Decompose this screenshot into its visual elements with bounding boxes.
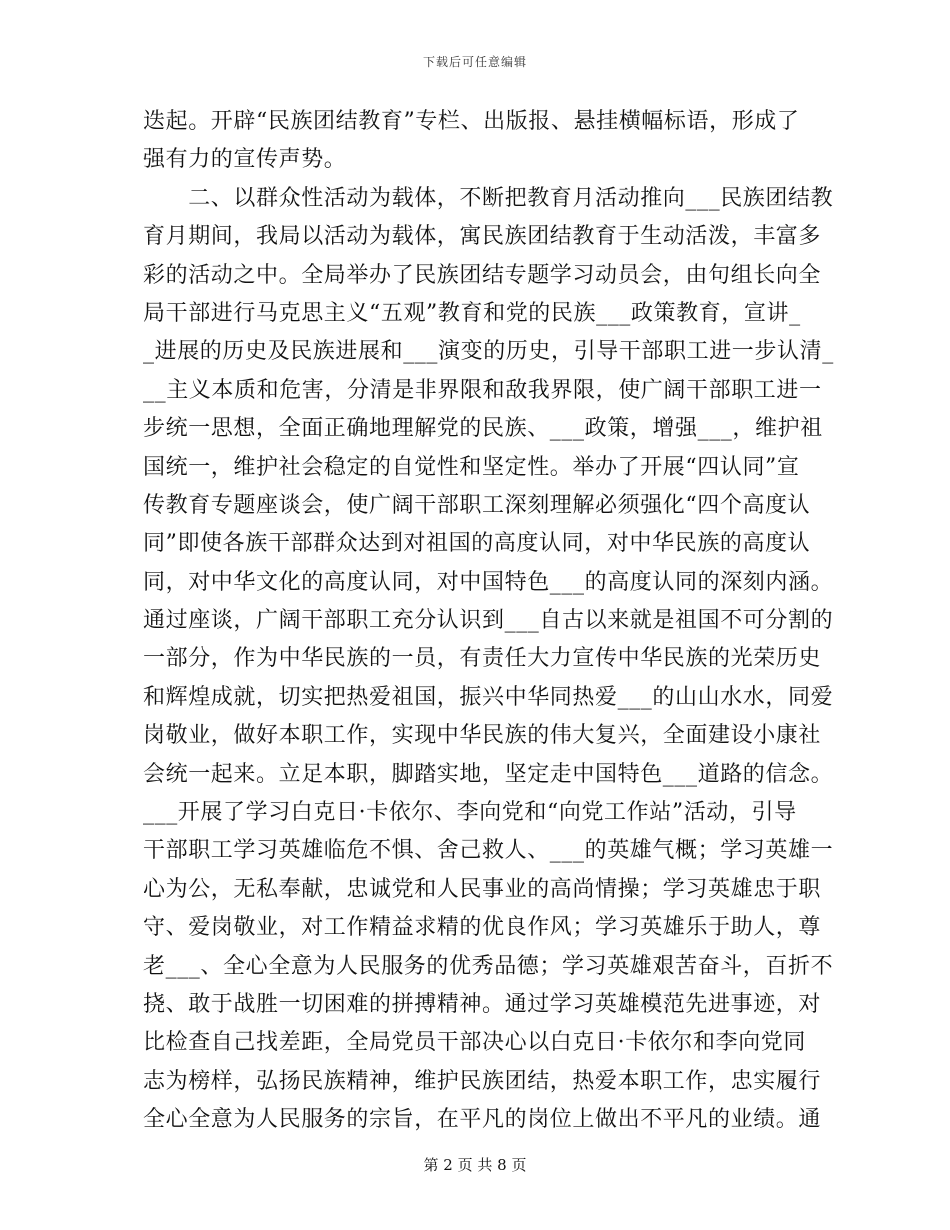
page-header: 下载后可任意编辑 <box>422 55 527 69</box>
text-line: 彩的活动之中。全局举办了民族团结专题学习动员会，由句组长向全 <box>143 262 822 288</box>
text-line: 心为公，无私奉献，忠诚党和人民事业的高尚情操；学习英雄忠于职 <box>143 876 822 902</box>
text-line: 岗敬业，做好本职工作，实现中华民族的伟大复兴，全面建设小康社 <box>143 723 822 749</box>
text-line: 育月期间，我局以活动为载体，寓民族团结教育于生动活泼，丰富多 <box>143 224 822 250</box>
text-line: 比检查自己找差距，全局党员干部决心以白克日·卡依尔和李向党同 <box>143 1030 806 1056</box>
text-line: 迭起。开辟“民族团结教育”专栏、出版报、悬挂横幅标语，形成了 <box>143 109 800 134</box>
text-line: 守、爱岗敬业，对工作精益求精的优良作风；学习英雄乐于助人，尊 <box>143 915 822 941</box>
page-number-footer: 第 2 页 共 8 页 <box>423 1156 527 1174</box>
body-text <box>143 103 833 1140</box>
text-line: 挠、敢于战胜一切困难的拼搏精神。通过学习英雄模范先进事迹，对 <box>143 991 822 1017</box>
text-line: 强有力的宣传声势。 <box>143 147 347 173</box>
text-line: _进展的历史及民族进展和___演变的历史，引导干部职工进一步认清_ <box>143 339 834 365</box>
text-line: 步统一思想，全面正确地理解党的民族、___政策，增强___，维护祖 <box>143 416 823 442</box>
text-line: 老___、全心全意为人民服务的优秀品德；学习英雄艰苦奋斗，百折不 <box>143 953 834 979</box>
text-line: 全心全意为人民服务的宗旨，在平凡的岗位上做出不平凡的业绩。通 <box>143 1107 822 1133</box>
text-line: __主义本质和危害，分清是非界限和敌我界限，使广阔干部职工进一 <box>143 377 822 403</box>
text-line: 通过座谈，广阔干部职工充分认识到___自古以来就是祖国不可分割的 <box>143 608 834 634</box>
text-line: ___开展了学习白克日·卡依尔、李向党和“向党工作站”活动，引导 <box>143 800 797 826</box>
text-line: 传教育专题座谈会，使广阔干部职工深刻理解必须强化“四个高度认 <box>143 492 811 518</box>
text-line: 一部分，作为中华民族的一员，有责任大力宣传中华民族的光荣历史 <box>143 646 822 672</box>
text-line: 干部职工学习英雄临危不惧、舍己救人、___的英雄气概；学习英雄一 <box>143 838 834 864</box>
text-line: 国统一，维护社会稳定的自觉性和坚定性。举办了开展“四认同”宣 <box>143 454 800 480</box>
text-line: 二、以群众性活动为载体，不断把教育月活动推向___民族团结教 <box>143 185 834 211</box>
text-line: 局干部进行马克思主义“五观”教育和党的民族___政策教育，宣讲_ <box>143 300 801 326</box>
text-line: 和辉煌成就，切实把热爱祖国，振兴中华同热爱___的山山水水，同爱 <box>143 684 834 710</box>
text-line: 志为榜样，弘扬民族精神，维护民族团结，热爱本职工作，忠实履行 <box>143 1068 822 1094</box>
text-line: 会统一起来。立足本职，脚踏实地，坚定走中国特色___道路的信念。 <box>143 761 834 787</box>
text-line: 同”即使各族干部群众达到对祖国的高度认同，对中华民族的高度认 <box>143 531 811 557</box>
text-line: 同，对中华文化的高度认同，对中国特色___的高度认同的深刻内涵。 <box>143 569 834 595</box>
